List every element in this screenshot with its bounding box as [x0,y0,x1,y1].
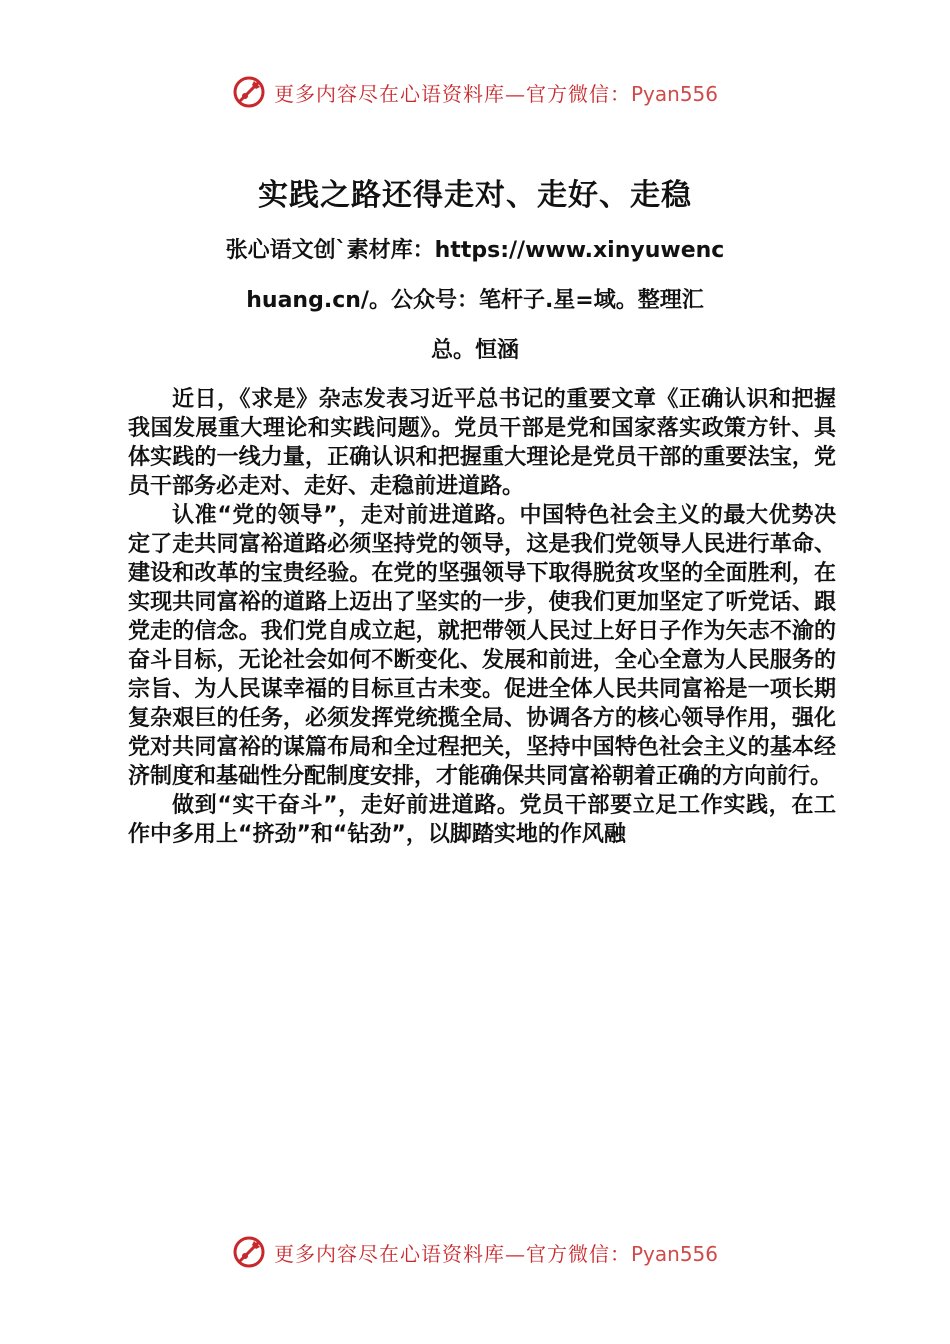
paragraph: 认准“党的领导”，走对前进道路。中国特色社会主义的最大优势决定了走共同富裕道路必须坚持党的领导，这是我们党领导人民进行革命、建设和改革的宝贵经验。在党的坚强领导下取得脱贫攻坚的全面胜利，在实现共同富裕的道路上迈出了坚实的一步，使我们更加坚定了听党话、跟党走的信念。我们党自成立起，就把带领人民过上好日子作为矢志不渝的奋斗目标，无论社会如何不断变化、发展和前进，全心全意为人民服务的宗旨、为人民谋幸福的目标亘古未变。促进全体人民共同富裕是一项长期复杂艰巨的任务，必须发挥党统揽全局、协调各方的核心领导作用，强化党对共同富裕的谋篇布局和全过程把关，坚持中国特色社会主义的基本经济制度和基础性分配制度安排，才能确保共同富裕朝着正确的方向前行。 [128,503,836,789]
article-body [128,385,836,849]
document-subtitle: 张心语文创`素材库：https://www.xinyuwenchuang.cn/。公众号：笔杆子.星=域。整理汇总。恒涵 [225,238,725,363]
banner-text: 更多内容尽在心语资料库—官方微信：Pyan556 [273,81,718,106]
document-title: 实践之路还得走对、走好、走稳 [258,178,692,213]
banner-text: 更多内容尽在心语资料库—官方微信：Pyan556 [273,1241,718,1266]
pen-seal-icon [232,1235,266,1269]
paragraph: 近日，《求是》杂志发表习近平总书记的重要文章《正确认识和把握我国发展重大理论和实践问题》。党员干部是党和国家落实政策方针、具体实践的一线力量，正确认识和把握重大理论是党员干部的重要法宝，党员干部务必走对、走好、走稳前进道路。 [128,387,836,499]
pen-seal-icon [232,75,266,109]
footer-banner [0,1232,950,1272]
header-banner [0,72,950,112]
paragraph: 做到“实干奋斗”，走好前进道路。党员干部要立足工作实践，在工作中多用上“挤劲”和“钻劲”，以脚踏实地的作风融 [128,793,836,847]
